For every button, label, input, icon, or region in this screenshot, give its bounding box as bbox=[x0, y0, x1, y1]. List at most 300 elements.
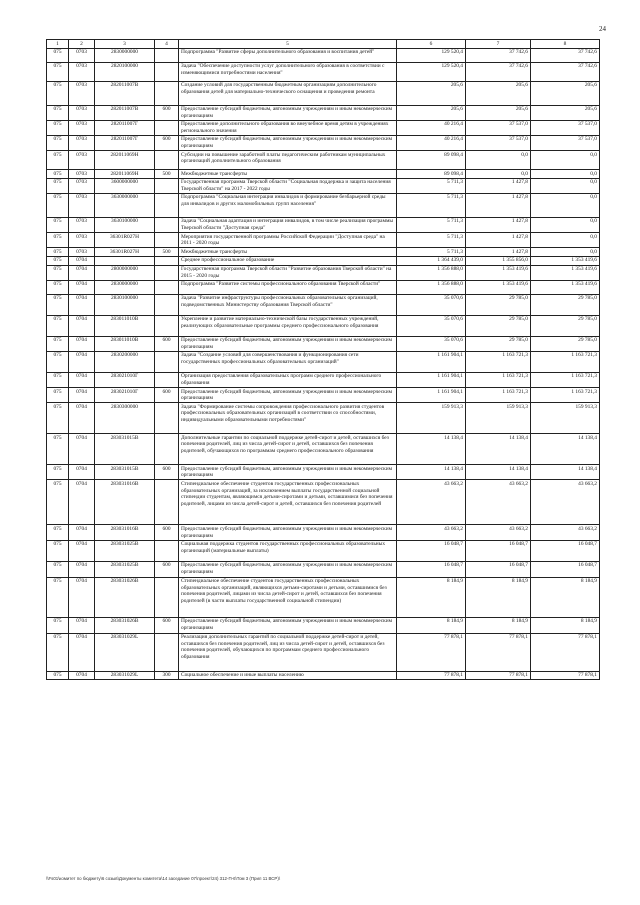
grbs-code-cell: 075 bbox=[47, 561, 69, 577]
grbs-code-cell: 075 bbox=[47, 403, 69, 434]
amount-year1-cell: 77 878,1 bbox=[397, 633, 466, 671]
expense-type-cell bbox=[155, 265, 179, 280]
amount-year3-cell: 16 048,7 bbox=[531, 540, 600, 561]
expense-type-cell bbox=[155, 315, 179, 336]
amount-year1-cell: 5 711,3 bbox=[397, 178, 466, 193]
section-code-cell: 0703 bbox=[69, 217, 95, 232]
amount-year3-cell: 0,0 bbox=[531, 151, 600, 170]
description-cell: Задача "Развитие инфраструктуры профессиональных образовательных организаций, подведомственных Министерству образования Тверской области" bbox=[179, 294, 397, 315]
expense-type-cell: 500 bbox=[155, 248, 179, 257]
page-number: 24 bbox=[599, 25, 606, 33]
expense-type-cell: 600 bbox=[155, 525, 179, 540]
target-article-cell: 2830000000 bbox=[95, 48, 155, 62]
amount-year1-cell: 16 048,7 bbox=[397, 561, 466, 577]
table-row bbox=[47, 48, 600, 62]
amount-year1-cell: 5 711,3 bbox=[397, 233, 466, 248]
description-cell: Реализация дополнительных гарантий по социальной поддержке детей-сирот и детей, оставшихся без попечения родителей, лиц из числа детей-сирот и детей, оставшихся без попечения родителей, обучающихся по программам среднего профессионального образования bbox=[179, 633, 397, 671]
expense-type-cell: 500 bbox=[155, 170, 179, 179]
table-row bbox=[47, 62, 600, 81]
description-cell: Предоставление субсидий бюджетным, автономным учреждениям и иным некоммерческим организациям bbox=[179, 388, 397, 403]
description-cell: Подпрограмма "Развитие системы профессионального образования Тверской области" bbox=[179, 280, 397, 294]
target-article-cell: 283021010Г bbox=[95, 372, 155, 387]
section-code-cell: 0704 bbox=[69, 480, 95, 525]
expense-type-cell bbox=[155, 81, 179, 105]
amount-year2-cell: 43 663,2 bbox=[466, 480, 531, 525]
amount-year1-cell: 1 364 439,0 bbox=[397, 256, 466, 265]
amount-year3-cell: 205,6 bbox=[531, 81, 600, 105]
grbs-code-cell: 075 bbox=[47, 525, 69, 540]
table-row bbox=[47, 351, 600, 372]
grbs-code-cell: 075 bbox=[47, 617, 69, 633]
target-article-cell: 283031026В bbox=[95, 577, 155, 617]
expense-type-cell bbox=[155, 403, 179, 434]
amount-year3-cell: 1 353 419,6 bbox=[531, 256, 600, 265]
description-cell: Межбюджетные трансферты bbox=[179, 170, 397, 179]
description-cell: Стипендиальное обеспечение студентов государственных профессиональных образовательных организаций, за исключением выплаты государственной социальной стипендии студентам, являющимся детьми-сиротами и детьми, оставшимися без попечения родителей, лицами из числа детей-сирот и детей, оставшихся без попечения родителей bbox=[179, 480, 397, 525]
amount-year1-cell: 205,6 bbox=[397, 105, 466, 120]
section-code-cell: 0703 bbox=[69, 233, 95, 248]
amount-year2-cell: 16 048,7 bbox=[466, 561, 531, 577]
amount-year1-cell: 14 138,4 bbox=[397, 434, 466, 465]
description-cell: Дополнительные гарантии по социальной поддержке детей-сирот и детей, оставшихся без попечения родителей, лиц из числа детей-сирот и детей, оставшихся без попечения родителей, обучающихся по программам среднего профессионального образования bbox=[179, 434, 397, 465]
target-article-cell: 3630000000 bbox=[95, 193, 155, 217]
description-cell: Предоставление дополнительного образования во внеучебное время детям в учреждениях регионального значения bbox=[179, 120, 397, 135]
description-cell: Предоставление субсидий бюджетным, автономным учреждениям и иным некоммерческим организациям bbox=[179, 617, 397, 633]
section-code-cell: 0703 bbox=[69, 120, 95, 135]
grbs-code-cell: 075 bbox=[47, 633, 69, 671]
expense-type-cell bbox=[155, 193, 179, 217]
amount-year2-cell: 0,0 bbox=[466, 151, 531, 170]
amount-year2-cell: 37 537,0 bbox=[466, 135, 531, 150]
grbs-code-cell: 075 bbox=[47, 217, 69, 232]
amount-year3-cell: 0,0 bbox=[531, 217, 600, 232]
grbs-code-cell: 075 bbox=[47, 81, 69, 105]
table-row bbox=[47, 617, 600, 633]
amount-year1-cell: 1 161 904,1 bbox=[397, 388, 466, 403]
header-cell: 7 bbox=[466, 40, 531, 49]
amount-year3-cell: 0,0 bbox=[531, 193, 600, 217]
section-code-cell: 0704 bbox=[69, 403, 95, 434]
expense-type-cell bbox=[155, 280, 179, 294]
amount-year1-cell: 14 138,4 bbox=[397, 465, 466, 480]
table-row bbox=[47, 256, 600, 265]
description-cell: Предоставление субсидий бюджетным, автономным учреждениям и иным некоммерческим организациям bbox=[179, 336, 397, 351]
amount-year2-cell: 1 427,8 bbox=[466, 217, 531, 232]
amount-year1-cell: 43 663,2 bbox=[397, 480, 466, 525]
grbs-code-cell: 075 bbox=[47, 193, 69, 217]
section-code-cell: 0704 bbox=[69, 577, 95, 617]
target-article-cell: 283031025В bbox=[95, 561, 155, 577]
amount-year2-cell: 1 163 721,3 bbox=[466, 388, 531, 403]
section-code-cell: 0703 bbox=[69, 81, 95, 105]
amount-year2-cell: 1 163 721,3 bbox=[466, 372, 531, 387]
section-code-cell: 0704 bbox=[69, 561, 95, 577]
amount-year2-cell: 77 878,1 bbox=[466, 633, 531, 671]
amount-year2-cell: 205,6 bbox=[466, 81, 531, 105]
amount-year2-cell: 16 048,7 bbox=[466, 540, 531, 561]
description-cell: Предоставление субсидий бюджетным, автономным учреждениям и иным некоммерческим организациям bbox=[179, 465, 397, 480]
description-cell: Задача "Создание условий для совершенствования и функционирования сети государственных профессиональных образовательных организаций" bbox=[179, 351, 397, 372]
amount-year3-cell: 37 537,0 bbox=[531, 135, 600, 150]
expense-type-cell bbox=[155, 62, 179, 81]
amount-year1-cell: 8 184,9 bbox=[397, 577, 466, 617]
description-cell: Предоставление субсидий бюджетным, автономным учреждениям и иным некоммерческим организациям bbox=[179, 525, 397, 540]
description-cell: Социальная поддержка студентов государственных профессиональных образовательных организаций (материальные выплаты) bbox=[179, 540, 397, 561]
amount-year3-cell: 159 913,3 bbox=[531, 403, 600, 434]
table-row bbox=[47, 480, 600, 525]
amount-year3-cell: 29 785,0 bbox=[531, 336, 600, 351]
target-article-cell: 283031015В bbox=[95, 434, 155, 465]
table-row bbox=[47, 248, 600, 257]
amount-year2-cell: 1 353 419,6 bbox=[466, 265, 531, 280]
table-row bbox=[47, 403, 600, 434]
target-article-cell: 283031025В bbox=[95, 540, 155, 561]
header-cell: 6 bbox=[397, 40, 466, 49]
expense-type-cell bbox=[155, 178, 179, 193]
section-code-cell: 0703 bbox=[69, 135, 95, 150]
amount-year2-cell: 14 138,4 bbox=[466, 465, 531, 480]
amount-year2-cell: 37 537,0 bbox=[466, 120, 531, 135]
expense-type-cell bbox=[155, 48, 179, 62]
header-cell: 1 bbox=[47, 40, 69, 49]
amount-year1-cell: 5 711,3 bbox=[397, 217, 466, 232]
table-row bbox=[47, 120, 600, 135]
header-cell: 3 bbox=[95, 40, 155, 49]
table-row bbox=[47, 525, 600, 540]
grbs-code-cell: 075 bbox=[47, 135, 69, 150]
amount-year1-cell: 5 711,3 bbox=[397, 248, 466, 257]
amount-year2-cell: 37 742,6 bbox=[466, 48, 531, 62]
expense-type-cell bbox=[155, 120, 179, 135]
table-row bbox=[47, 671, 600, 680]
amount-year3-cell: 37 742,6 bbox=[531, 62, 600, 81]
section-code-cell: 0704 bbox=[69, 671, 95, 680]
table-row bbox=[47, 577, 600, 617]
target-article-cell: 2800000000 bbox=[95, 265, 155, 280]
target-article-cell: 282011007Г bbox=[95, 135, 155, 150]
target-article-cell: 2820100000 bbox=[95, 62, 155, 81]
section-code-cell: 0703 bbox=[69, 178, 95, 193]
table-row bbox=[47, 170, 600, 179]
amount-year2-cell: 1 427,8 bbox=[466, 178, 531, 193]
description-cell: Государственная программа Тверской области "Развитие образования Тверской области" на 2015 - 2020 годы bbox=[179, 265, 397, 280]
target-article-cell: 282011007В bbox=[95, 81, 155, 105]
description-cell: Предоставление субсидий бюджетным, автономным учреждениям и иным некоммерческим организациям bbox=[179, 105, 397, 120]
section-code-cell: 0703 bbox=[69, 151, 95, 170]
grbs-code-cell: 075 bbox=[47, 120, 69, 135]
section-code-cell: 0704 bbox=[69, 256, 95, 265]
grbs-code-cell: 075 bbox=[47, 280, 69, 294]
grbs-code-cell: 075 bbox=[47, 233, 69, 248]
expense-type-cell: 600 bbox=[155, 336, 179, 351]
table-row bbox=[47, 135, 600, 150]
target-article-cell: 283031016В bbox=[95, 480, 155, 525]
table-row bbox=[47, 315, 600, 336]
description-cell: Предоставление субсидий бюджетным, автономным учреждениям и иным некоммерческим организациям bbox=[179, 135, 397, 150]
grbs-code-cell: 075 bbox=[47, 351, 69, 372]
table-row bbox=[47, 193, 600, 217]
expense-type-cell bbox=[155, 256, 179, 265]
expense-type-cell bbox=[155, 294, 179, 315]
expense-type-cell: 600 bbox=[155, 135, 179, 150]
description-cell: Задача "Социальная адаптация и интеграция инвалидов, в том числе реализация программы Тверской области "Доступная среда" bbox=[179, 217, 397, 232]
expense-type-cell: 600 bbox=[155, 388, 179, 403]
table-row bbox=[47, 81, 600, 105]
grbs-code-cell: 075 bbox=[47, 465, 69, 480]
amount-year3-cell: 37 742,6 bbox=[531, 48, 600, 62]
amount-year3-cell: 0,0 bbox=[531, 170, 600, 179]
description-cell: Мероприятия государственной программы Российской Федерации "Доступная среда" на 2011 - 2020 годы bbox=[179, 233, 397, 248]
grbs-code-cell: 075 bbox=[47, 48, 69, 62]
section-code-cell: 0704 bbox=[69, 372, 95, 387]
table-row bbox=[47, 233, 600, 248]
header-cell: 5 bbox=[179, 40, 397, 49]
grbs-code-cell: 075 bbox=[47, 480, 69, 525]
expense-type-cell bbox=[155, 434, 179, 465]
amount-year2-cell: 159 913,3 bbox=[466, 403, 531, 434]
table-row bbox=[47, 434, 600, 465]
section-code-cell: 0703 bbox=[69, 170, 95, 179]
amount-year3-cell: 205,6 bbox=[531, 105, 600, 120]
grbs-code-cell: 075 bbox=[47, 671, 69, 680]
description-cell: Задача "Формирование системы сопровождения профессионального развития студентов профессиональных образовательных организаций в соответствии со способностями, индивидуальными образовательными потребностями" bbox=[179, 403, 397, 434]
grbs-code-cell: 075 bbox=[47, 294, 69, 315]
amount-year1-cell: 16 048,7 bbox=[397, 540, 466, 561]
amount-year1-cell: 5 711,3 bbox=[397, 193, 466, 217]
section-code-cell: 0704 bbox=[69, 280, 95, 294]
grbs-code-cell: 075 bbox=[47, 256, 69, 265]
amount-year3-cell: 16 048,7 bbox=[531, 561, 600, 577]
expense-type-cell: 300 bbox=[155, 671, 179, 680]
table-row bbox=[47, 105, 600, 120]
amount-year3-cell: 0,0 bbox=[531, 178, 600, 193]
amount-year2-cell: 43 663,2 bbox=[466, 525, 531, 540]
description-cell: Организация предоставления образовательных программ среднего профессионального образования bbox=[179, 372, 397, 387]
amount-year1-cell: 1 356 888,0 bbox=[397, 280, 466, 294]
amount-year1-cell: 1 356 888,0 bbox=[397, 265, 466, 280]
amount-year3-cell: 0,0 bbox=[531, 233, 600, 248]
amount-year3-cell: 1 353 419,6 bbox=[531, 280, 600, 294]
amount-year3-cell: 37 537,0 bbox=[531, 120, 600, 135]
amount-year1-cell: 35 070,6 bbox=[397, 315, 466, 336]
section-code-cell: 0703 bbox=[69, 48, 95, 62]
target-article-cell: 282011069Н bbox=[95, 170, 155, 179]
section-code-cell: 0703 bbox=[69, 248, 95, 257]
amount-year1-cell: 1 161 904,1 bbox=[397, 351, 466, 372]
grbs-code-cell: 075 bbox=[47, 372, 69, 387]
grbs-code-cell: 075 bbox=[47, 151, 69, 170]
amount-year3-cell: 14 138,4 bbox=[531, 434, 600, 465]
target-article-cell: 283031026В bbox=[95, 617, 155, 633]
amount-year2-cell: 8 184,9 bbox=[466, 577, 531, 617]
expense-type-cell: 600 bbox=[155, 561, 179, 577]
description-cell: Создание условий для государственным бюджетным организациям дополнительного образования детей для материально-технического оснащения и проведения ремонта bbox=[179, 81, 397, 105]
section-code-cell: 0704 bbox=[69, 617, 95, 633]
table-row bbox=[47, 561, 600, 577]
amount-year1-cell: 43 663,2 bbox=[397, 525, 466, 540]
amount-year3-cell: 1 163 721,3 bbox=[531, 388, 600, 403]
target-article-cell: 2830200000 bbox=[95, 351, 155, 372]
amount-year3-cell: 8 184,9 bbox=[531, 617, 600, 633]
table-row bbox=[47, 265, 600, 280]
amount-year2-cell: 29 785,0 bbox=[466, 336, 531, 351]
grbs-code-cell: 075 bbox=[47, 577, 69, 617]
table-row bbox=[47, 372, 600, 387]
target-article-cell: 36301R027Н bbox=[95, 248, 155, 257]
target-article-cell: 283031015В bbox=[95, 465, 155, 480]
amount-year2-cell: 1 353 419,6 bbox=[466, 280, 531, 294]
section-code-cell: 0703 bbox=[69, 105, 95, 120]
expense-type-cell bbox=[155, 233, 179, 248]
grbs-code-cell: 075 bbox=[47, 62, 69, 81]
target-article-cell: 282011007Г bbox=[95, 120, 155, 135]
amount-year2-cell: 14 138,4 bbox=[466, 434, 531, 465]
amount-year1-cell: 129 520,4 bbox=[397, 48, 466, 62]
description-cell: Укрепление и развитие материально-технической базы государственных учреждений, реализующих образовательные программы среднего профессионального образования bbox=[179, 315, 397, 336]
description-cell: Предоставление субсидий бюджетным, автономным учреждениям и иным некоммерческим организациям bbox=[179, 561, 397, 577]
amount-year2-cell: 1 427,8 bbox=[466, 233, 531, 248]
table-row bbox=[47, 294, 600, 315]
expense-type-cell bbox=[155, 372, 179, 387]
description-cell: Подпрограмма "Развитие сферы дополнительного образования и воспитания детей" bbox=[179, 48, 397, 62]
description-cell: Субсидии на повышение заработной платы педагогическим работникам муниципальных организаций дополнительного образования bbox=[179, 151, 397, 170]
header-cell: 2 bbox=[69, 40, 95, 49]
expense-type-cell bbox=[155, 217, 179, 232]
target-article-cell: 283031016В bbox=[95, 525, 155, 540]
amount-year3-cell: 77 878,1 bbox=[531, 671, 600, 680]
amount-year2-cell: 1 427,8 bbox=[466, 248, 531, 257]
amount-year3-cell: 0,0 bbox=[531, 248, 600, 257]
amount-year2-cell: 1 427,8 bbox=[466, 193, 531, 217]
amount-year2-cell: 77 878,1 bbox=[466, 671, 531, 680]
target-article-cell: 36301R027Н bbox=[95, 233, 155, 248]
section-code-cell: 0704 bbox=[69, 336, 95, 351]
amount-year1-cell: 77 878,1 bbox=[397, 671, 466, 680]
amount-year1-cell: 40 216,4 bbox=[397, 135, 466, 150]
description-cell: Среднее профессиональное образование bbox=[179, 256, 397, 265]
section-code-cell: 0704 bbox=[69, 315, 95, 336]
grbs-code-cell: 075 bbox=[47, 336, 69, 351]
grbs-code-cell: 075 bbox=[47, 170, 69, 179]
amount-year1-cell: 129 520,4 bbox=[397, 62, 466, 81]
expense-type-cell bbox=[155, 577, 179, 617]
grbs-code-cell: 075 bbox=[47, 540, 69, 561]
amount-year2-cell: 29 785,0 bbox=[466, 315, 531, 336]
description-cell: Социальное обеспечение и иные выплаты населению bbox=[179, 671, 397, 680]
grbs-code-cell: 075 bbox=[47, 265, 69, 280]
section-code-cell: 0703 bbox=[69, 62, 95, 81]
section-code-cell: 0704 bbox=[69, 633, 95, 671]
amount-year2-cell: 0,0 bbox=[466, 170, 531, 179]
description-cell: Межбюджетные трансферты bbox=[179, 248, 397, 257]
amount-year3-cell: 14 138,4 bbox=[531, 465, 600, 480]
budget-table bbox=[46, 39, 600, 680]
section-code-cell: 0704 bbox=[69, 265, 95, 280]
amount-year1-cell: 8 184,9 bbox=[397, 617, 466, 633]
amount-year3-cell: 1 163 721,3 bbox=[531, 351, 600, 372]
grbs-code-cell: 075 bbox=[47, 105, 69, 120]
target-article-cell: 283011010В bbox=[95, 315, 155, 336]
table-row bbox=[47, 280, 600, 294]
table-row bbox=[47, 178, 600, 193]
target-article-cell bbox=[95, 256, 155, 265]
grbs-code-cell: 075 bbox=[47, 248, 69, 257]
grbs-code-cell: 075 bbox=[47, 315, 69, 336]
amount-year3-cell: 77 878,1 bbox=[531, 633, 600, 671]
amount-year2-cell: 1 355 856,0 bbox=[466, 256, 531, 265]
amount-year1-cell: 159 913,3 bbox=[397, 403, 466, 434]
amount-year1-cell: 35 070,6 bbox=[397, 294, 466, 315]
expense-type-cell bbox=[155, 480, 179, 525]
amount-year2-cell: 1 163 721,3 bbox=[466, 351, 531, 372]
amount-year2-cell: 205,6 bbox=[466, 105, 531, 120]
target-article-cell: 283011010В bbox=[95, 336, 155, 351]
description-cell: Подпрограмма "Социальная интеграция инвалидов и формирование безбарьерной среды для инвалидов и других маломобильных групп населения" bbox=[179, 193, 397, 217]
amount-year1-cell: 40 216,4 bbox=[397, 120, 466, 135]
target-article-cell: 283031029L bbox=[95, 671, 155, 680]
file-path-footer: \\Fs01\комитет по бюджету\6 созыв\Документы комитета\14 заседание 07\проект\24) 312-П-6\Том 3 (Прил 11 ВСР)\ bbox=[46, 876, 281, 881]
target-article-cell: 283021010Г bbox=[95, 388, 155, 403]
table-row bbox=[47, 336, 600, 351]
amount-year2-cell: 37 742,6 bbox=[466, 62, 531, 81]
header-cell: 4 bbox=[155, 40, 179, 49]
amount-year1-cell: 1 161 904,1 bbox=[397, 372, 466, 387]
table-row bbox=[47, 633, 600, 671]
target-article-cell: 2830100000 bbox=[95, 294, 155, 315]
table-row bbox=[47, 217, 600, 232]
amount-year3-cell: 1 163 721,3 bbox=[531, 372, 600, 387]
table-row bbox=[47, 151, 600, 170]
header-row bbox=[47, 40, 600, 49]
expense-type-cell: 600 bbox=[155, 465, 179, 480]
description-cell: Государственная программа Тверской области "Социальная поддержка и защита населения Тверской области" на 2017 - 2022 годы bbox=[179, 178, 397, 193]
section-code-cell: 0704 bbox=[69, 540, 95, 561]
table-body bbox=[47, 48, 600, 680]
section-code-cell: 0704 bbox=[69, 525, 95, 540]
amount-year3-cell: 43 663,2 bbox=[531, 480, 600, 525]
description-cell: Стипендиальное обеспечение студентов государственных профессиональных образовательных организаций, являющихся детьми-сиротами и детьми, оставшимися без попечения родителей, лицами из числа детей-сирот и детей, оставшихся без попечения родителей (в части выплаты государственной социальной стипендии) bbox=[179, 577, 397, 617]
amount-year3-cell: 29 785,0 bbox=[531, 294, 600, 315]
section-code-cell: 0704 bbox=[69, 434, 95, 465]
amount-year3-cell: 8 184,9 bbox=[531, 577, 600, 617]
expense-type-cell bbox=[155, 540, 179, 561]
table-row bbox=[47, 388, 600, 403]
amount-year2-cell: 8 184,9 bbox=[466, 617, 531, 633]
expense-type-cell: 600 bbox=[155, 105, 179, 120]
section-code-cell: 0704 bbox=[69, 294, 95, 315]
target-article-cell: 2830300000 bbox=[95, 403, 155, 434]
amount-year3-cell: 29 785,0 bbox=[531, 315, 600, 336]
expense-type-cell: 600 bbox=[155, 617, 179, 633]
amount-year1-cell: 89 098,4 bbox=[397, 151, 466, 170]
grbs-code-cell: 075 bbox=[47, 388, 69, 403]
grbs-code-cell: 075 bbox=[47, 434, 69, 465]
section-code-cell: 0704 bbox=[69, 388, 95, 403]
section-code-cell: 0703 bbox=[69, 193, 95, 217]
target-article-cell: 3600000000 bbox=[95, 178, 155, 193]
section-code-cell: 0704 bbox=[69, 351, 95, 372]
target-article-cell: 3630100000 bbox=[95, 217, 155, 232]
header-cell: 8 bbox=[531, 40, 600, 49]
target-article-cell: 2830000000 bbox=[95, 280, 155, 294]
section-code-cell: 0704 bbox=[69, 465, 95, 480]
expense-type-cell bbox=[155, 151, 179, 170]
table-row bbox=[47, 540, 600, 561]
target-article-cell: 282011007В bbox=[95, 105, 155, 120]
description-cell: Задача "Обеспечение доступности услуг дополнительного образования в соответствии с изменяющимися потребностями населения" bbox=[179, 62, 397, 81]
amount-year2-cell: 29 785,0 bbox=[466, 294, 531, 315]
target-article-cell: 282011069Н bbox=[95, 151, 155, 170]
